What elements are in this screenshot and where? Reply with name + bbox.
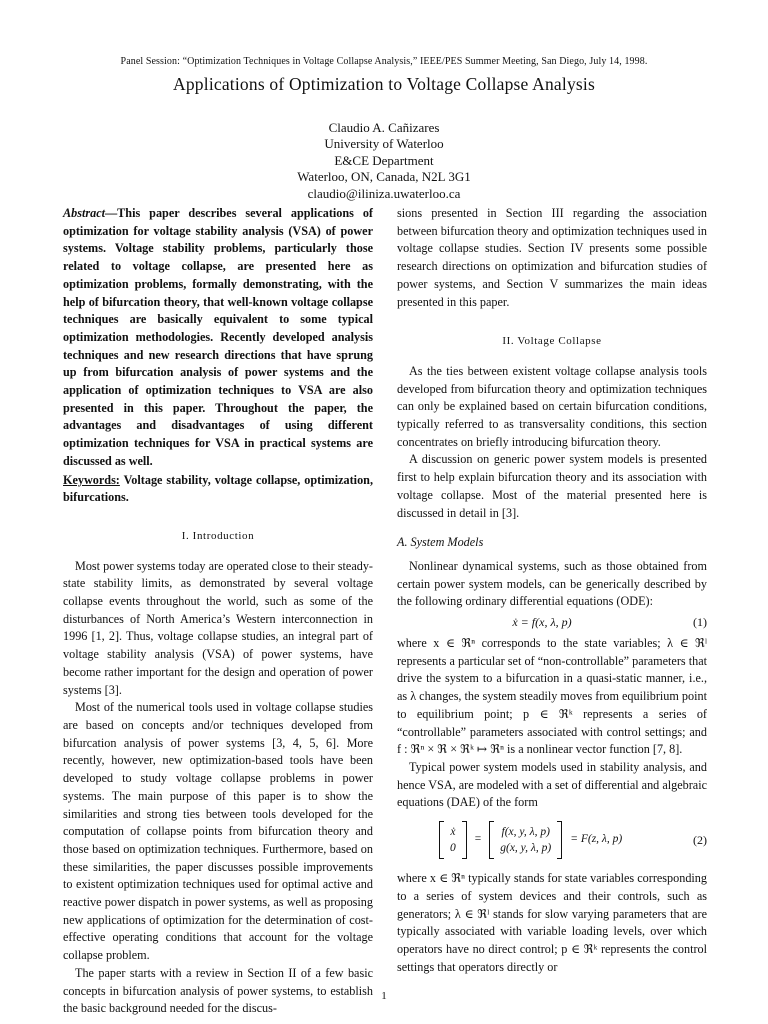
left-column <box>63 205 373 1018</box>
abstract <box>63 205 373 471</box>
section-heading-voltage-collapse: II. Voltage Collapse <box>502 335 602 348</box>
author-affiliation: University of Waterloo <box>324 136 444 152</box>
equation-2 <box>397 820 707 864</box>
author-name: Claudio A. Cañizares <box>328 120 440 135</box>
left-bracket <box>489 821 494 859</box>
equation-2-rhs-vector <box>500 824 551 856</box>
keywords-label: Keywords: <box>63 472 120 487</box>
equation-2-tail: = F(z, λ, p) <box>570 833 623 846</box>
equation-2-lhs-row: ẋ <box>450 826 456 839</box>
intro-paragraph-1: Most power systems today are operated close to their steady-state stability limits, as demonstrated by several voltage collapse events throughout the world, such as some of the disturbances of North America’s Western interconnection in 1996 [1, 2]. Thus, voltage collapse studies, an integral part of voltage stability analysis (VSA) of power systems, have become rather important for the design and operation of power systems [3]. <box>63 558 373 697</box>
system-models-paragraph-1: Nonlinear dynamical systems, such as those obtained from certain power system models, can be generically described by the following ordinary differential equations (ODE): <box>397 558 707 609</box>
intro-paragraph-3: The paper starts with a review in Section II of a few basic concepts in bifurcation analysis of power systems, to establish the basic background needed for the discus- <box>63 965 373 1016</box>
intro-paragraph-continued: sions presented in Section III regarding the association between bifurcation theory and optimization techniques used in voltage collapse studies. Section IV presents some possible research directions on optimization and bifurcation studies of power systems, and Section V summarizes the main ideas presented in this paper. <box>397 206 707 309</box>
right-bracket <box>462 821 467 859</box>
section-heading-introduction: I. Introduction <box>181 529 255 542</box>
session-header: Panel Session: “Optimization Techniques in Voltage Collapse Analysis,” IEEE/PES Summer Meeting, San Diego, July 14, 1998. <box>120 56 648 67</box>
equation-2-lhs-row: 0 <box>450 842 456 855</box>
keywords <box>63 472 373 507</box>
right-bracket <box>557 821 562 859</box>
author-block <box>0 120 768 202</box>
equation-2-equals: = <box>474 833 482 846</box>
paper-title: Applications of Optimization to Voltage Collapse Analysis <box>173 74 595 94</box>
equation-1-body: ẋ = f(x, λ, p) <box>512 615 572 630</box>
left-bracket <box>439 821 444 859</box>
equation-1-number: (1) <box>693 615 707 630</box>
system-models-paragraph-4: where x ∈ ℜⁿ typically stands for state variables corresponding to a series of system devices and their controls, such as generators; λ ∈ ℜˡ stands for slow varying parameters that are typically associated with variable loading levels, over which operators have no direct control; p ∈ ℜᵏ represents the control settings that operators directly or <box>397 871 707 974</box>
equation-2-body <box>439 820 622 860</box>
author-department: E&CE Department <box>334 152 434 168</box>
voltage-collapse-paragraph-1: As the ties between existent voltage collapse analysis tools developed from bifurcation theory and optimization techniques can only be explained based on certain bifurcation conditions, typically referred to as transversality conditions, this section concentrates on briefly introducing bifurcation theory. <box>397 363 707 449</box>
abstract-label: Abstract <box>63 206 105 220</box>
subsection-heading-system-models: A. System Models <box>397 535 484 550</box>
equation-1 <box>397 611 707 635</box>
equation-2-lhs-vector <box>450 824 456 856</box>
intro-paragraph-2: Most of the numerical tools used in voltage collapse studies are based on concepts and/or techniques developed from bifurcation analysis of power systems [3, 4, 5, 6]. More recently, however, new optimization-based tools have been developed to study voltage collapse problems in power systems. The main purpose of this paper is to show the similarities and strong ties between tools developed for the computation of collapse points from bifurcation theory and those based on optimization techniques. Furthermore, based on these similarities, the paper discusses possible improvements to existent optimization techniques used for optimal active and reactive power dispatch in power systems, as well as proposing new applications of optimization for the determination of cost-effective operating conditions that account for the voltage collapse problem. <box>63 700 373 963</box>
equation-2-number: (2) <box>693 833 707 848</box>
author-address: Waterloo, ON, Canada, N2L 3G1 <box>297 169 471 185</box>
equation-2-rhs-row: g(x, y, λ, p) <box>500 842 552 855</box>
page-number: 1 <box>381 990 387 1002</box>
right-column <box>397 205 707 976</box>
author-email: claudio@iliniza.uwaterloo.ca <box>307 185 461 201</box>
keywords-text: Voltage stability, voltage collapse, optimization, bifurcations. <box>63 472 373 505</box>
equation-2-rhs-row: f(x, y, λ, p) <box>501 826 550 839</box>
abstract-text: —This paper describes several applications of optimization for voltage stability analysis (VSA) of power systems. Voltage stability problems, particularly those related to voltage collapse, are presented here as optimization problems, formally demonstrating, with the help of bifurcation theory, that well-known voltage collapse techniques are basically equivalent to some typical optimization methodologies. Recently developed analysis techniques and new research directions that have sprung up from bifurcation analysis of power systems and the application of optimization techniques to VSA are also presented in this paper. Throughout the paper, the advantages and disadvantages of using different optimization techniques for VSA in practical systems are discussed as well. <box>63 206 373 468</box>
system-models-paragraph-2: where x ∈ ℜⁿ corresponds to the state variables; λ ∈ ℜˡ represents a particular set of “non-controllable” parameters that drive the system to a bifurcation in a quasi-static manner, i.e., as λ changes, the system steadily moves from equilibrium point to equilibrium point; p ∈ ℜᵏ represents a series of “controllable” parameters associated with control settings; and f : ℜⁿ × ℜ × ℜᵏ ↦ ℜⁿ is a nonlinear vector function [7, 8]. <box>397 636 707 757</box>
system-models-paragraph-3: Typical power system models used in stability analysis, and hence VSA, are modeled with a set of differential and algebraic equations (DAE) of the form <box>397 759 707 810</box>
voltage-collapse-paragraph-2: A discussion on generic power system models is presented first to help explain bifurcation theory and its association with voltage collapse. Most of the material presented here is discussed in detail in [3]. <box>397 452 707 520</box>
